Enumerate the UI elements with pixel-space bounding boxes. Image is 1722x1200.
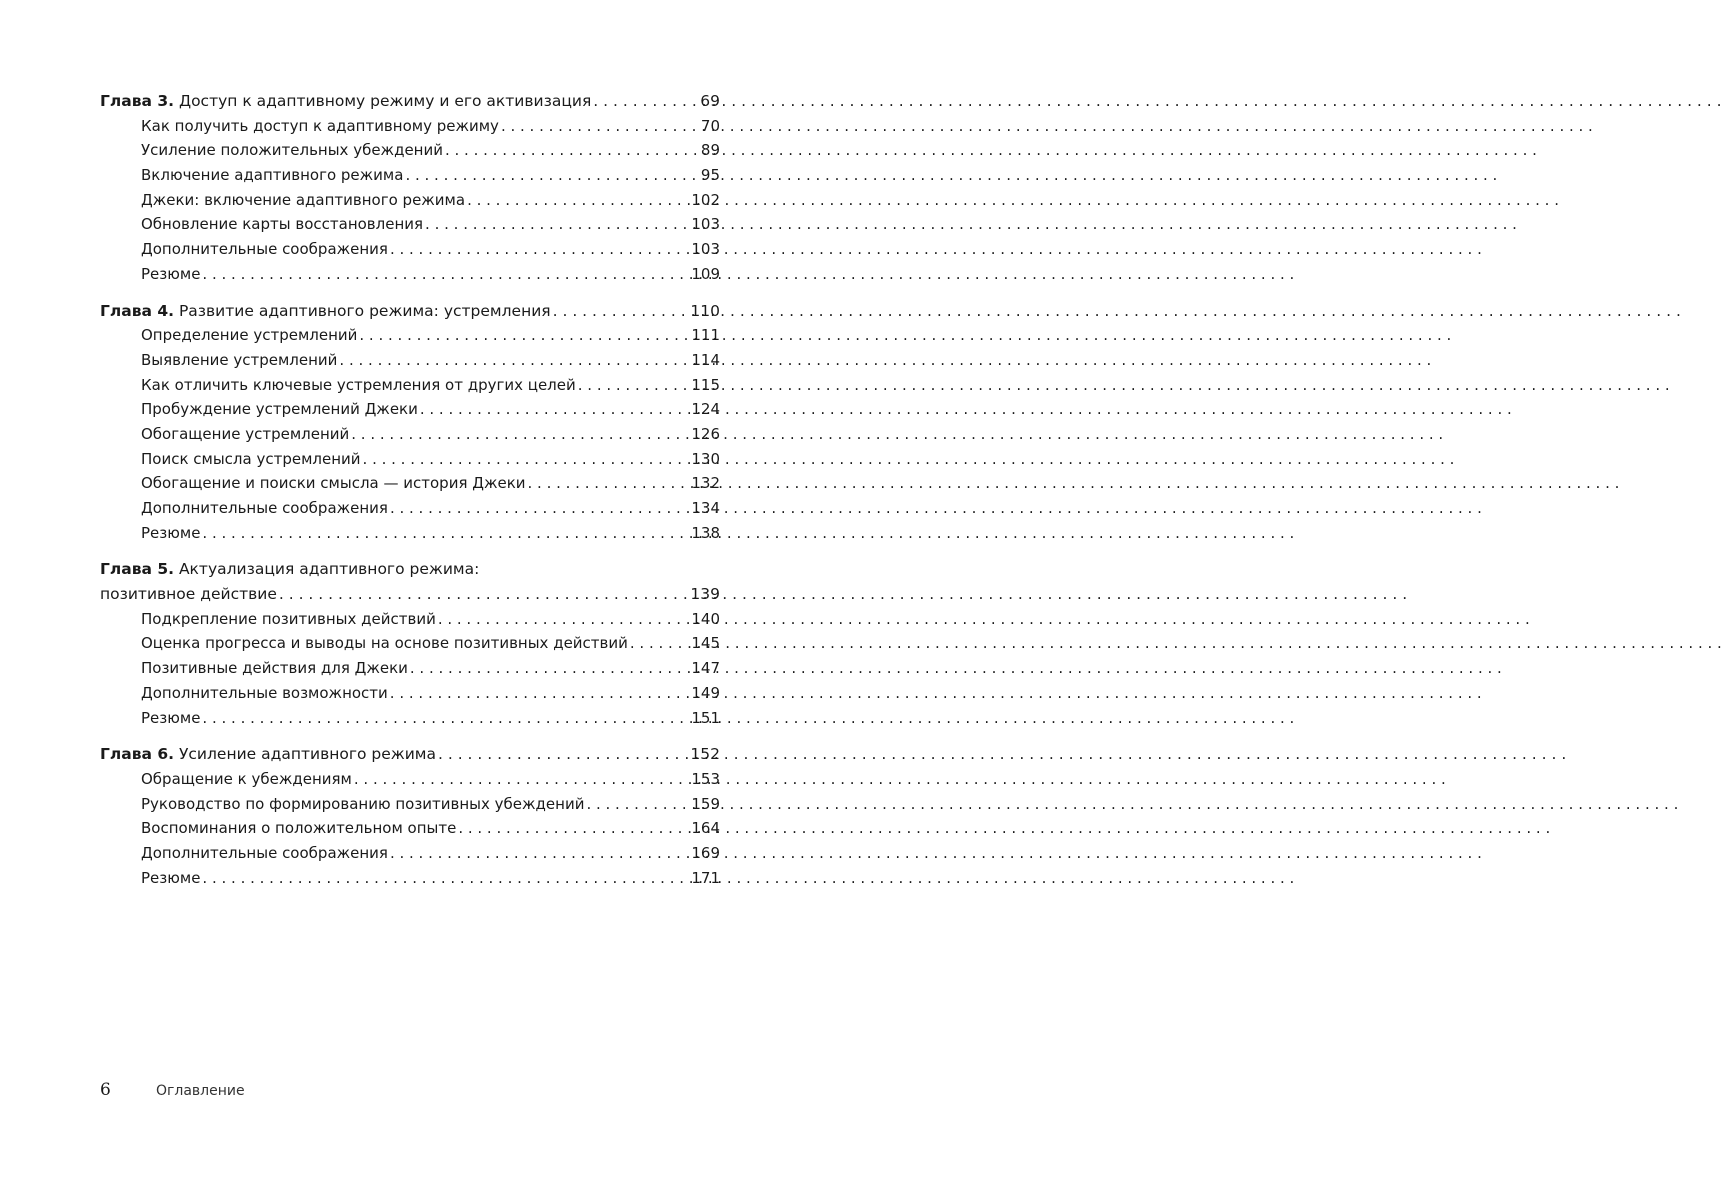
- chapter-name: Развитие адаптивного режима: устремления: [174, 301, 551, 320]
- entry-title: Подкрепление позитивных действий: [141, 609, 436, 628]
- dot-leader: [467, 188, 687, 213]
- chapter-heading[interactable]: [100, 89, 720, 114]
- page-number: 152: [690, 745, 720, 764]
- dot-leader: [202, 866, 687, 891]
- footer-page-number: 6: [100, 1080, 111, 1100]
- toc-entry[interactable]: [100, 262, 720, 287]
- dot-leader: [405, 163, 696, 188]
- dot-leader: [354, 767, 687, 792]
- toc-entry[interactable]: [100, 792, 720, 817]
- toc-entry[interactable]: [100, 237, 720, 262]
- page-number: 69: [700, 92, 720, 110]
- dot-leader: [586, 792, 687, 817]
- dot-leader: [593, 89, 696, 114]
- entry-title: Оценка прогресса и выводы на основе позитивных действий: [141, 634, 628, 653]
- page-number: 164: [691, 819, 720, 838]
- page-number: 151: [691, 708, 720, 727]
- entry-title: Включение адаптивного режима: [141, 166, 404, 185]
- dot-leader: [202, 706, 687, 731]
- dot-leader: [420, 397, 688, 422]
- toc-entry[interactable]: [100, 348, 720, 373]
- entry-title: Обогащение и поиски смысла — история Джеки: [141, 474, 526, 493]
- toc-entry[interactable]: [100, 163, 720, 188]
- page-number: 103: [691, 215, 720, 234]
- page-number: 159: [691, 794, 720, 813]
- dot-leader: [445, 138, 697, 163]
- chapter-heading[interactable]: [100, 742, 720, 767]
- page-number: 115: [691, 375, 720, 394]
- entry-title: Обновление карты восстановления: [141, 215, 424, 234]
- chapter-heading[interactable]: [100, 299, 720, 324]
- dot-leader: [528, 471, 688, 496]
- dot-leader: [390, 681, 688, 706]
- toc-entry[interactable]: [100, 656, 720, 681]
- chapter-name: Доступ к адаптивному режиму и его активизация: [174, 92, 592, 110]
- table-of-contents: [100, 89, 720, 902]
- page-number: 145: [691, 634, 720, 653]
- page-number: 139: [690, 585, 720, 604]
- chapter-label: Глава 3.: [100, 92, 175, 110]
- chapter-title: [100, 299, 551, 324]
- entry-title: Резюме: [141, 708, 201, 727]
- toc-entry[interactable]: [100, 521, 720, 546]
- page-number: 132: [691, 474, 720, 493]
- dot-leader: [578, 373, 688, 398]
- entry-title: Как отличить ключевые устремления от других целей: [141, 375, 576, 394]
- chapter-name-continued: позитивное действие: [100, 585, 277, 604]
- toc-entry[interactable]: [100, 188, 720, 213]
- toc-entry[interactable]: [100, 631, 720, 656]
- toc-entry[interactable]: [100, 397, 720, 422]
- toc-entry[interactable]: [100, 114, 720, 139]
- entry-title: Дополнительные возможности: [141, 683, 388, 702]
- chapter-name: Актуализация адаптивного режима:: [174, 560, 480, 579]
- page-number: 102: [691, 190, 720, 209]
- entry-title: Позитивные действия для Джеки: [141, 659, 408, 678]
- toc-entry[interactable]: [100, 422, 720, 447]
- dot-leader: [438, 607, 688, 632]
- entry-title: Определение устремлений: [141, 326, 358, 345]
- toc-entry[interactable]: [100, 706, 720, 731]
- page-number: 114: [691, 350, 720, 369]
- toc-entry[interactable]: [100, 767, 720, 792]
- toc-entry[interactable]: [100, 471, 720, 496]
- entry-title: Выявление устремлений: [141, 350, 338, 369]
- page-number: 103: [691, 240, 720, 259]
- toc-entry[interactable]: [100, 607, 720, 632]
- chapter-4: [100, 299, 720, 546]
- entry-title: Резюме: [141, 264, 201, 283]
- footer-section-label: Оглавление: [156, 1083, 245, 1099]
- entry-title: Обращение к убеждениям: [141, 769, 352, 788]
- chapter-heading-line1[interactable]: [100, 557, 720, 582]
- dot-leader: [390, 841, 687, 866]
- chapter-title: [100, 89, 591, 114]
- dot-leader: [553, 299, 687, 324]
- entry-title: Усиление положительных убеждений: [141, 141, 443, 160]
- chapter-heading-line2[interactable]: [100, 582, 720, 607]
- page-number: 140: [691, 609, 720, 628]
- page-number: 70: [700, 116, 720, 135]
- page-number: 126: [691, 424, 720, 443]
- entry-title: Джеки: включение адаптивного режима: [141, 190, 466, 209]
- page-number: 169: [691, 843, 720, 862]
- page-number: 134: [691, 499, 720, 517]
- chapter-label: Глава 5.: [100, 560, 175, 579]
- page-number: 171: [691, 868, 720, 887]
- dot-leader: [501, 114, 697, 139]
- toc-entry[interactable]: [100, 816, 720, 841]
- page-number: 110: [690, 301, 720, 320]
- page-number: 149: [691, 683, 720, 702]
- entry-title: Дополнительные соображения: [141, 843, 388, 862]
- dot-leader: [390, 496, 687, 521]
- toc-entry[interactable]: [100, 212, 720, 237]
- page-number: 111: [691, 326, 720, 345]
- entry-title: Обогащение устремлений: [141, 424, 350, 443]
- page-number: 124: [691, 400, 720, 419]
- toc-entry[interactable]: [100, 447, 720, 472]
- chapter-label: Глава 6.: [100, 745, 175, 764]
- toc-entry[interactable]: [100, 866, 720, 891]
- entry-title: Пробуждение устремлений Джеки: [141, 400, 418, 419]
- dot-leader: [425, 212, 687, 237]
- page-number: 138: [691, 523, 720, 542]
- chapter-label: Глава 4.: [100, 301, 175, 320]
- page-number: 109: [691, 264, 720, 283]
- toc-entry[interactable]: [100, 841, 720, 866]
- page-number: 153: [691, 769, 720, 788]
- chapter-6: [100, 742, 720, 890]
- dot-leader: [202, 262, 687, 287]
- toc-entry[interactable]: [100, 373, 720, 398]
- page-number: 147: [691, 659, 720, 678]
- dot-leader: [202, 521, 687, 546]
- chapter-name: Усиление адаптивного режима: [174, 745, 436, 764]
- dot-leader: [630, 631, 687, 656]
- dot-leader: [279, 582, 687, 607]
- page-number: 130: [691, 449, 720, 468]
- dot-leader: [359, 323, 687, 348]
- toc-entry[interactable]: [100, 138, 720, 163]
- dot-leader: [410, 656, 687, 681]
- entry-title: Резюме: [141, 868, 201, 887]
- entry-title: Поиск смысла устремлений: [141, 449, 361, 468]
- toc-entry[interactable]: [100, 496, 720, 521]
- dot-leader: [351, 422, 687, 447]
- dot-leader: [363, 447, 688, 472]
- page-number: 89: [700, 141, 720, 160]
- chapter-title: [100, 742, 436, 767]
- entry-title: Воспоминания о положительном опыте: [141, 819, 457, 838]
- chapter-5: [100, 557, 720, 730]
- entry-title: Как получить доступ к адаптивному режиму: [141, 116, 499, 135]
- entry-title: Дополнительные соображения: [141, 240, 388, 259]
- entry-title: Резюме: [141, 523, 201, 542]
- dot-leader: [339, 348, 687, 373]
- dot-leader: [458, 816, 687, 841]
- dot-leader: [438, 742, 686, 767]
- entry-title: Дополнительные соображения: [141, 499, 388, 517]
- dot-leader: [390, 237, 687, 262]
- chapter-3: [100, 89, 720, 287]
- page-number: 95: [700, 166, 720, 185]
- entry-title: Руководство по формированию позитивных убеждений: [141, 794, 585, 813]
- toc-entry[interactable]: [100, 681, 720, 706]
- toc-entry[interactable]: [100, 323, 720, 348]
